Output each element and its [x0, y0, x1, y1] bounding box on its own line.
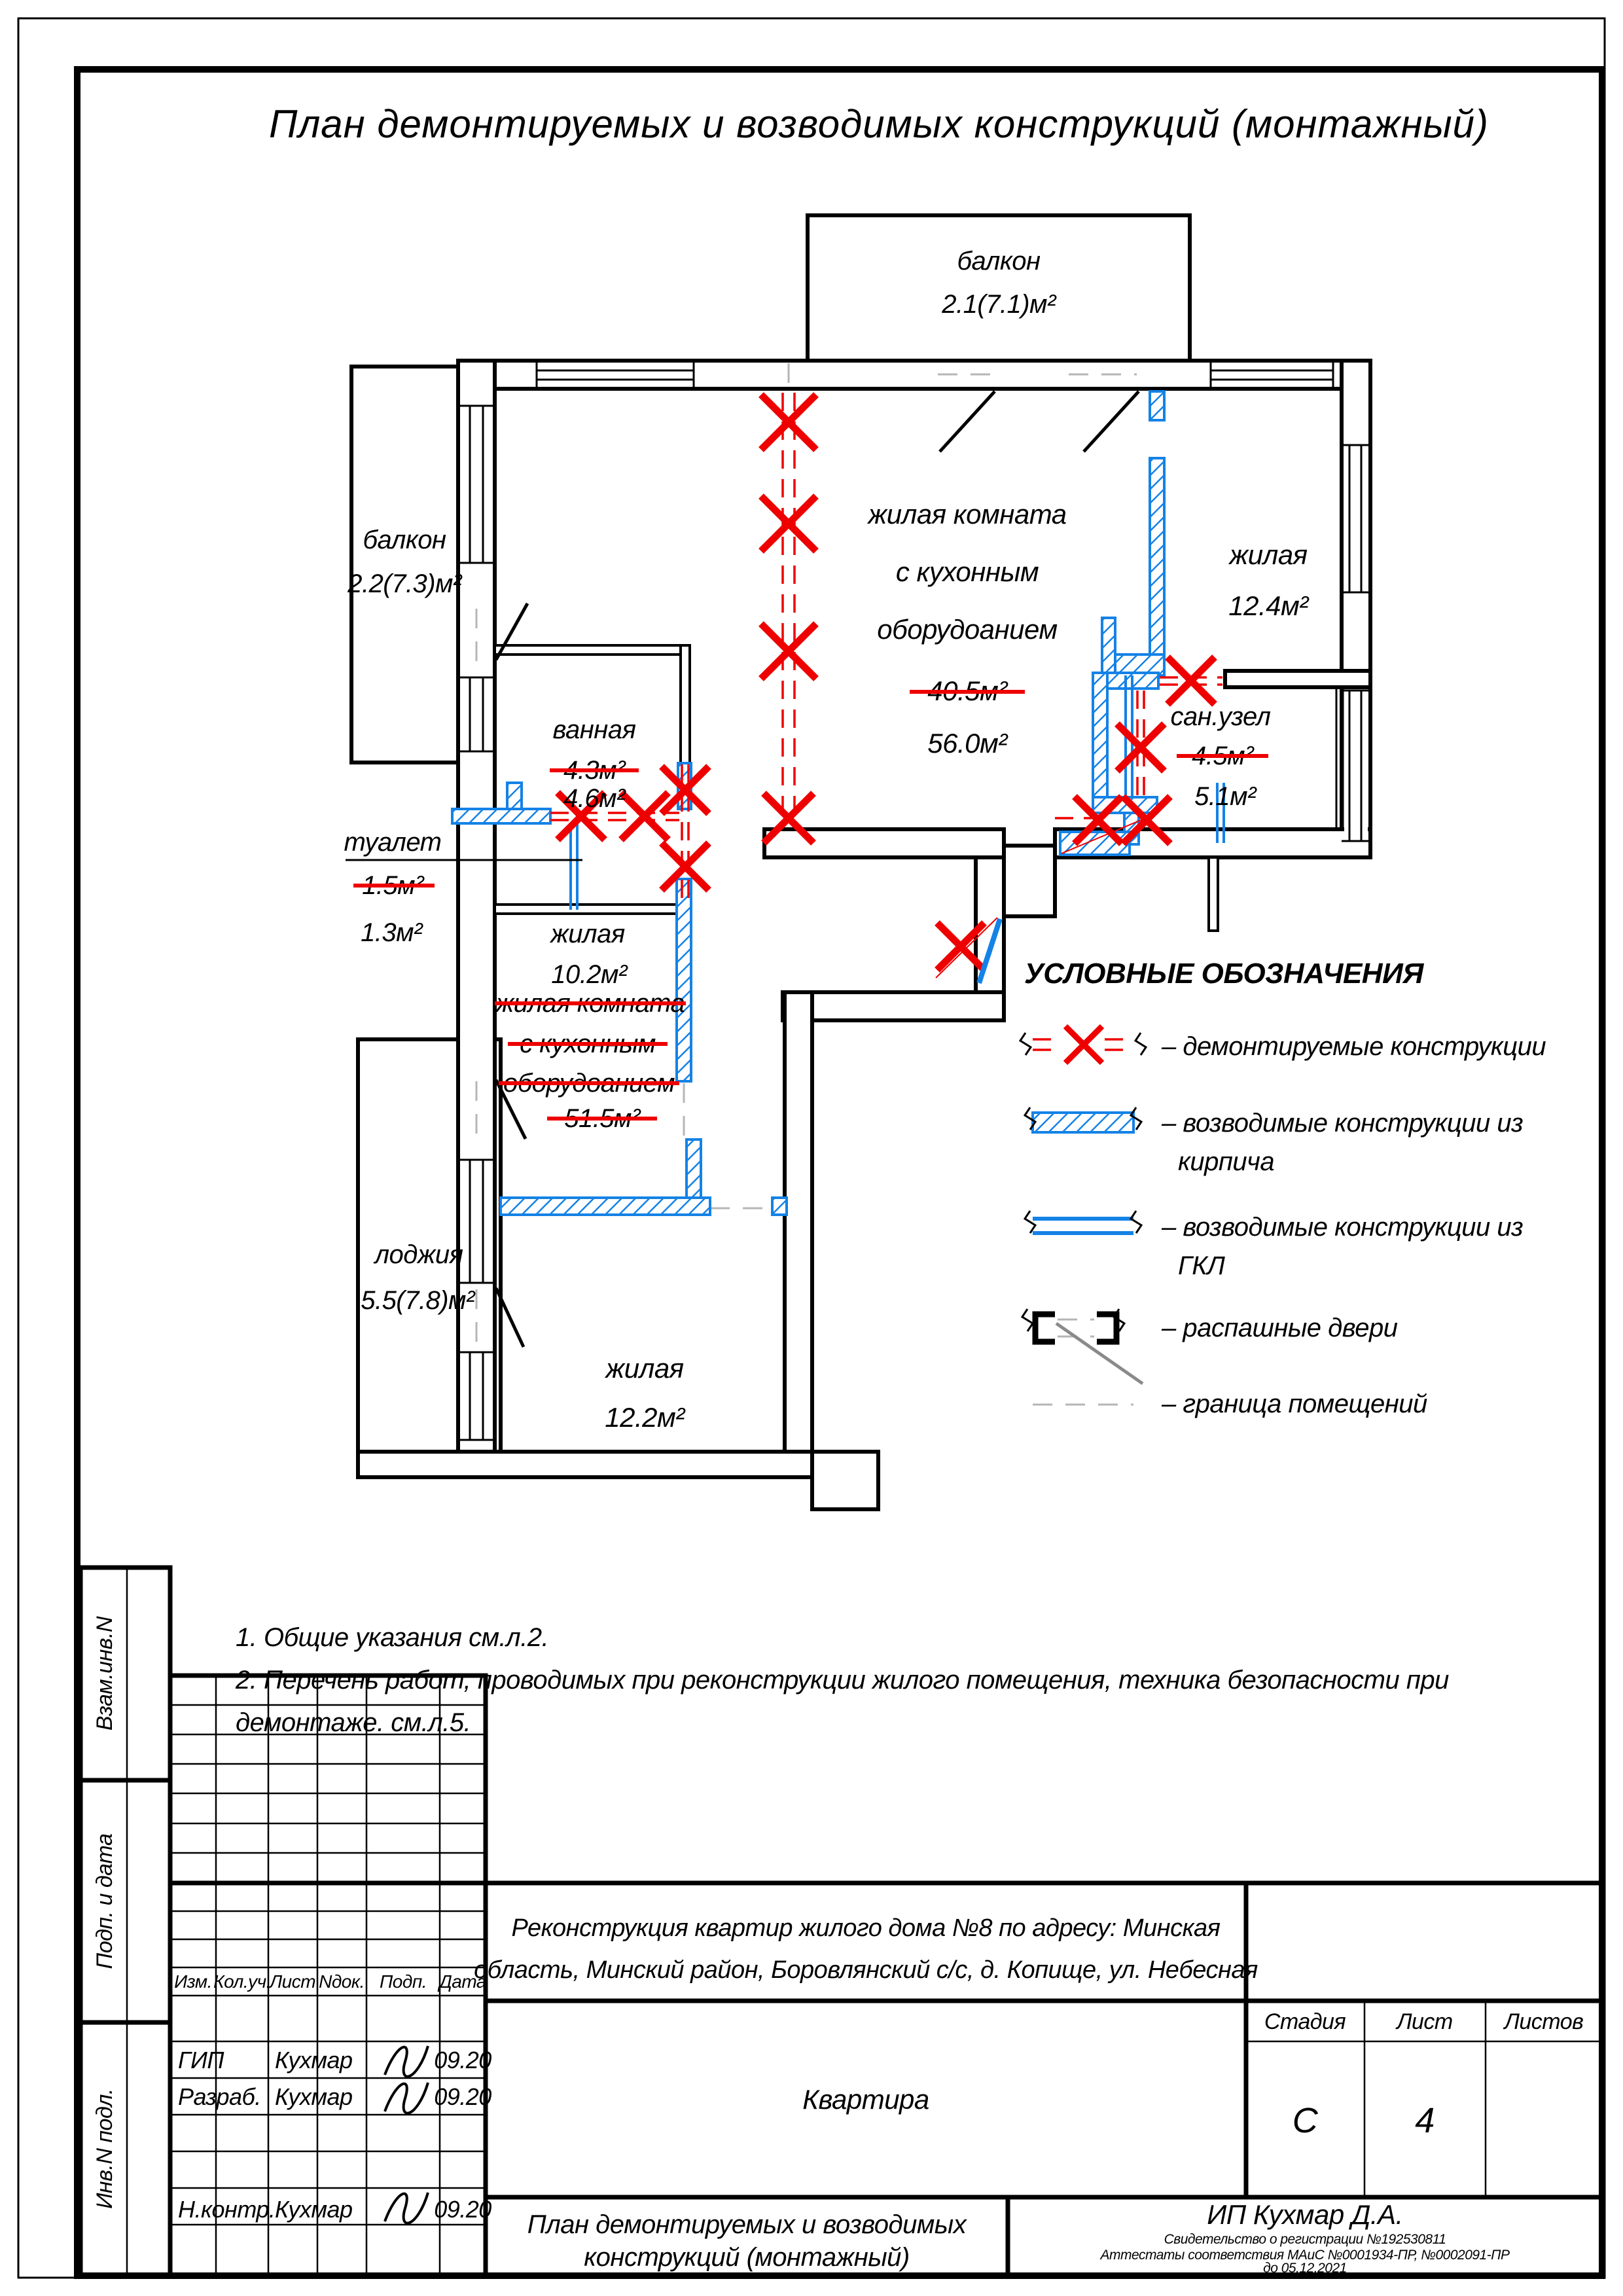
demolition-x-icon — [1065, 1026, 1102, 1063]
door-swing — [940, 391, 995, 452]
room-label: оборудоанием — [877, 614, 1058, 645]
legend-demolished-symbol — [1020, 1026, 1146, 1063]
firm-name: ИП Кухмар Д.А. — [1207, 2199, 1403, 2230]
room-label: жилая — [1229, 539, 1308, 570]
legend-gkl-symbol — [1025, 1211, 1141, 1233]
side-label-inv: Инв.N подл. — [92, 2089, 117, 2209]
demolition-x-icon — [1168, 657, 1215, 704]
entry-jamb — [1004, 846, 1055, 916]
legend-brick-symbol — [1025, 1107, 1141, 1132]
row-role: ГИП — [178, 2047, 224, 2073]
room-label: лоджия — [374, 1240, 463, 1269]
room-label: сан.узел — [1170, 702, 1271, 731]
room-area: 12.2м² — [605, 1402, 685, 1433]
col-podp: Подп. — [379, 1971, 427, 1992]
demolition-x-icon — [621, 793, 668, 840]
room-area-old: 4.5м² — [1192, 742, 1253, 770]
notes — [235, 1623, 1449, 1737]
revision-table — [170, 1676, 486, 1883]
row-role: Н.контр. — [178, 2196, 276, 2223]
stage-label: Стадия — [1264, 2009, 1346, 2034]
legend-item-label: – возводимые конструкции из — [1162, 1109, 1524, 1138]
doc-title-line1: План демонтируемых и возводимых — [527, 2210, 967, 2239]
project-line1: Реконструкция квартир жилого дома №8 по адресу: Минская — [511, 1914, 1221, 1942]
legend-item-label: – граница помещений — [1162, 1390, 1427, 1418]
col-koluch: Кол.уч. — [213, 1971, 271, 1992]
room-area-old: 1.5м² — [362, 871, 423, 900]
col-list: Лист — [269, 1971, 316, 1992]
room-area-new: 1.3м² — [361, 918, 422, 947]
room-area: 10.2м² — [551, 960, 627, 989]
side-column — [80, 1568, 170, 2276]
room-label: жилая — [605, 1353, 684, 1384]
room-area: 5.5(7.8)м² — [361, 1286, 474, 1315]
legend-item-label2: ГКЛ — [1178, 1251, 1225, 1280]
project-line2: область, Минский район, Боровлянский с/с, д. Копище, ул. Небесная — [474, 1956, 1258, 1984]
doc-title-line2: конструкций (монтажный) — [584, 2243, 910, 2272]
row-name: Кухмар — [275, 2047, 353, 2073]
room-area-new: 5.1м² — [1194, 782, 1256, 811]
row-date: 09.20 — [434, 2196, 491, 2223]
door-swing — [1084, 391, 1139, 452]
legend-item-label: – возводимые конструкции из — [1162, 1213, 1524, 1242]
room-area-struck: 51.5м² — [564, 1104, 640, 1133]
room-label: туалет — [344, 828, 442, 857]
sheet-value: 4 — [1415, 2101, 1435, 2140]
demolition-x-icon — [1117, 724, 1164, 771]
demolition-x-icon — [761, 496, 816, 551]
room-area: 2.1(7.1)м² — [942, 290, 1056, 319]
room-label-struck: жилая комната — [495, 989, 685, 1018]
room-label: жилая комната — [868, 499, 1067, 529]
balcony-left-outline — [351, 367, 458, 762]
note-line: 2. Перечень работ, проводимых при реконструкции жилого помещения, техника безопасности при — [236, 1666, 1449, 1695]
col-izm: Изм. — [174, 1971, 212, 1992]
col-data: Дата — [439, 1971, 486, 1992]
room-label: балкон — [957, 247, 1041, 276]
row-date: 09.20 — [434, 2083, 491, 2110]
side-label-vzam: Взам.инв.N — [92, 1616, 117, 1731]
sheet-label: Лист — [1397, 2009, 1453, 2034]
room-label-struck: оборудоанием — [503, 1069, 675, 1098]
legend-item-label: – демонтируемые конструкции — [1162, 1032, 1546, 1061]
row-date: 09.20 — [434, 2047, 491, 2073]
room-area: 2.2(7.3)м² — [348, 569, 461, 598]
firm-cert1: Свидетельство о регистрации №192530811 — [1164, 2232, 1446, 2247]
legend-door-symbol — [1022, 1309, 1143, 1384]
sheets-label: Листов — [1504, 2009, 1584, 2034]
side-label-podp: Подп. и дата — [92, 1833, 117, 1969]
signatures — [385, 2046, 428, 2223]
page-title: План демонтируемых и возводимых конструкций (монтажный) — [268, 102, 1489, 146]
title-block — [170, 1676, 1602, 2276]
new-gkl-walls — [571, 675, 1224, 910]
legend-item-label2: кирпича — [1178, 1147, 1275, 1176]
legend-title: УСЛОВНЫЕ ОБОЗНАЧЕНИЯ — [1024, 958, 1423, 990]
col-ndok: Nдок. — [319, 1971, 365, 1992]
room-area-new: 4.6м² — [563, 784, 625, 813]
room-area-new: 56.0м² — [927, 728, 1007, 759]
firm-cert3: до 05.12.2021 — [1263, 2261, 1347, 2276]
room-label: с кухонным — [895, 556, 1039, 587]
row-role: Разраб. — [178, 2083, 261, 2110]
room-area: 12.4м² — [1228, 590, 1308, 621]
room-label: ванная — [552, 715, 636, 744]
room-area-old: 40.5м² — [927, 675, 1007, 706]
demolition-x-icon — [761, 395, 816, 450]
demolition-x-icon — [761, 624, 816, 679]
stage-value: С — [1292, 2101, 1318, 2140]
row-name: Кухмар — [275, 2083, 353, 2110]
row-name: Кухмар — [275, 2196, 353, 2223]
room-label: балкон — [363, 526, 446, 554]
room-area-old: 4.3м² — [563, 756, 625, 785]
balcony-top-outline — [808, 215, 1190, 363]
room-label-struck: с кухонным — [520, 1030, 656, 1058]
note-line: 1. Общие указания см.л.2. — [236, 1623, 549, 1652]
firm-cert2: Аттестаты соответствия МАиС №0001934-ПР, №0002091-ПР — [1100, 2248, 1510, 2263]
legend — [1020, 958, 1546, 1418]
main-frame — [77, 69, 1602, 2276]
door-leaf-line — [1056, 1323, 1143, 1384]
room-label: жилая — [550, 920, 625, 948]
object-name: Квартира — [802, 2084, 929, 2115]
note-line: демонтаже. см.л.5. — [236, 1708, 471, 1737]
legend-item-label: – распашные двери — [1162, 1314, 1398, 1342]
